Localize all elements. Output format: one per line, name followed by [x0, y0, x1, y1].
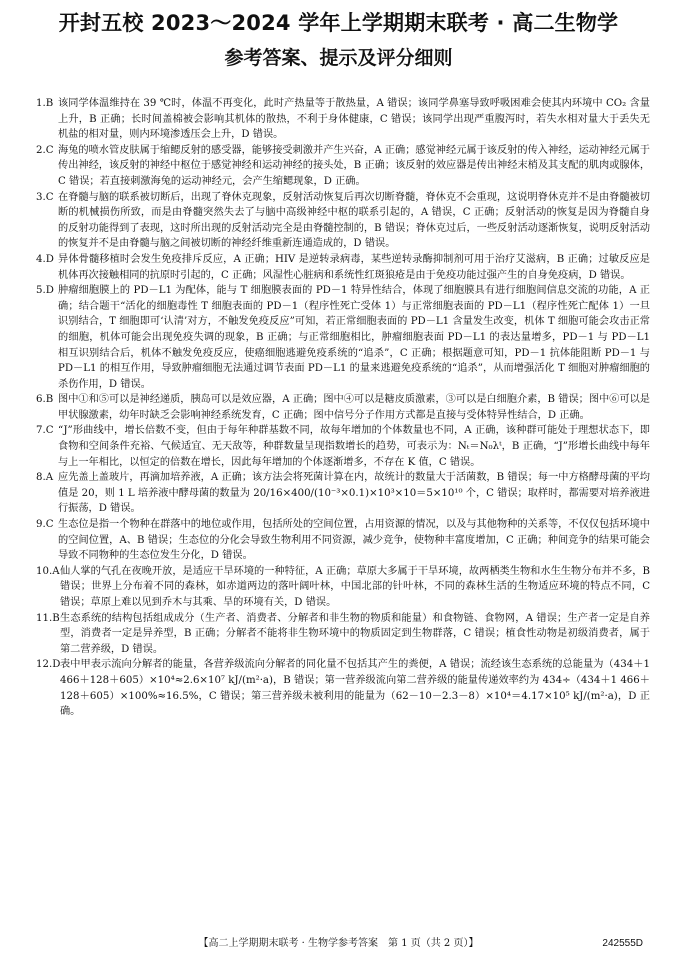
footer-exam-code: 242555D: [602, 938, 643, 949]
answer-explanation: “J”形曲线中，增长倍数不变，但由于每年种群基数不同，故每年增加的个体数量也不同，A 正确，该种群可能处于理想状态下，即食物和空间条件充裕、气候适宜、无天敌等，种群数量呈现指数增长的趋势，可表示为：Nₜ＝N₀λᵗ，B 正确，“J”形增长曲线中每年与上一年相比，以恒定的倍数在增长，因此每年增加的个体逐渐增多，不存在 K 值，C 错误。: [58, 425, 650, 468]
answer-item-8: [36, 470, 650, 517]
answer-number: 2.C: [36, 144, 54, 156]
answer-number: 9.C: [36, 519, 54, 531]
answer-item-10: [36, 564, 650, 611]
answer-item-1: [36, 96, 650, 143]
answer-item-2: [36, 143, 650, 190]
answer-number: 12.D: [36, 659, 61, 671]
answer-explanation: 该同学体温维持在 39 ℃时，体温不再变化，此时产热量等于散热量，A 错误；该同学鼻塞导致呼吸困难会使其内环境中 CO₂ 含量上升，B 正确；长时间盖棉被会影响其机体的散热，不利于身体健康，C 错误；该同学出现严重腹泻时，若失水相对量大于丢失无机盐的相对量，则内环境渗透压会上升，D 错误。: [58, 98, 650, 141]
answer-explanation: 仙人掌的气孔在夜晚开放，是适应干旱环境的一种特征，A 正确；草原大多属于干旱环境，故两栖类生物和水生生物分布并不多，B 错误；世界上分布着不同的森林，如赤道两边的落叶阔叶林，中国北部的针叶林，不同的森林生活的生物适应环境的特点不同，C 错误；草原上难以见到乔木与其乘、旱的环境有关，D 错误。: [60, 565, 650, 608]
answer-explanation: 肿瘤细胞膜上的 PD－L1 为配体，能与 T 细胞膜表面的 PD－1 特异性结合，体现了细胞膜具有进行细胞间信息交流的功能，A 正确；结合题干“活化的细胞毒性 T 细胞表面的 PD－1（程序性死亡受体 1）与正常细胞表面的 PD－L1（程序性死亡配体 1）一旦识别结合，T 细胞即可‘认清’对方，不触发免疫反应”可知，若正常细胞表面的 PD－L1 含量发生改变，机体 T 细胞可能会攻击正常的细胞，机体可能会出现免疫失调的现象，B 正确；与正常细胞相比，肿瘤细胞表面 PD－L1 的表达量增多，PD－1 与 PD－L1 相互识别结合后，机体不触发免疫反应，使癌细胞逃避免疫系统的“追杀”，C 正确；根据题意可知，PD－1 抗体能阻断 PD－1 与 PD－L1 的相互作用，导致肿瘤细胞无法通过调节表面 PD－L1 的量来逃避免疫系统的“追杀”，从而增强活化 T 细胞对肿瘤细胞的杀伤作用，D 错误。: [58, 285, 650, 390]
answer-item-12: [36, 657, 650, 719]
answer-item-7: [36, 423, 650, 470]
answer-number: 10.A: [36, 565, 60, 577]
answer-number: 4.D: [36, 253, 54, 265]
answer-item-6: [36, 392, 650, 423]
footer-page-label: 【高二上学期期末联考 · 生物学参考答案 第 1 页（共 2 页）】: [198, 938, 479, 949]
page-footer: [0, 935, 677, 953]
answer-item-4: [36, 252, 650, 283]
page-title: 开封五校 2023～2024 学年上学期期末联考 · 高二生物学: [58, 11, 619, 35]
answer-item-11: [36, 611, 650, 658]
answer-explanation: 异体骨髓移植时会发生免疫排斥反应，A 正确；HIV 是逆转录病毒，某些逆转录酶抑制剂可用于治疗艾滋病，B 正确；过敏反应是机体再次接触相同的抗原时引起的，C 正确；风湿性心脏病和系统性红斑狼疮是由于免疫功能过强产生的自身免疫病，D 错误。: [58, 253, 650, 281]
answer-number: 5.D: [36, 285, 54, 297]
answer-list: [36, 96, 650, 928]
answer-explanation: 应先盖上盖玻片，再滴加培养液，A 正确；该方法会将死菌计算在内，故统计的数量大于活菌数，B 错误；每一中方格酵母菌的平均值是 20，则 1 L 培养液中酵母菌的数量为 20/16×400/(10⁻³×0.1)×10³×10＝5×10¹⁰ 个，C 错误；取样时，都需要对培养液进行振荡，D 错误。: [58, 472, 650, 515]
answer-explanation: 在脊髓与脑的联系被切断后，出现了脊休克现象，反射活动恢复后再次切断脊髓，脊休克不会重现，这说明脊休克并不是由脊髓被切断的机械损伤所致，而是由脊髓突然失去了与脑中高级神经中枢的联系引起的，A 错误，C 正确；反射活动的恢复是因为脊髓自身的反射功能得到了表现，这时所出现的反射活动完全是由脊髓控制的，B 错误；脊休克过后，一些反射活动逐渐恢复，说明反射活动的恢复并不是由脊髓与脑之间被切断的神经纤维重新连通造成的，D 错误。: [58, 191, 650, 250]
answer-number: 8.A: [36, 472, 54, 484]
answer-number: 3.C: [36, 191, 54, 203]
answer-explanation: 生态系统的结构包括组成成分（生产者、消费者、分解者和非生物的物质和能量）和食物链、食物网，A 错误；生产者一定是自养型，消费者一定是异养型，B 正确；分解者不能将非生物环境中的物质固定到生物群落，C 错误；植食性动物是初级消费者，属于第二营养级，D 错误。: [60, 612, 650, 655]
page-subtitle: 参考答案、提示及评分细则: [224, 47, 453, 69]
answer-item-9: [36, 517, 650, 564]
answer-number: 6.B: [36, 394, 54, 406]
answer-explanation: 海兔的喷水管皮肤属于缩鳃反射的感受器，能够接受刺激并产生兴奋，A 正确；感觉神经元属于该反射的传入神经，运动神经元属于传出神经，该反射的神经中枢位于感觉神经和运动神经的接头处，B 正确；该反射的效应器是传出神经末梢及其支配的肌肉或腺体，C 错误；若直接刺激海兔的运动神经元，会产生缩鳃现象，D 正确。: [58, 144, 650, 187]
answer-number: 11.B: [36, 612, 60, 624]
answer-explanation: 生态位是指一个物种在群落中的地位或作用，包括所处的空间位置，占用资源的情况，以及与其他物种的关系等，不仅仅包括环境中的空间位置，A、B 错误；生态位的分化会导致生物利用不同资源，减少竞争，使物种丰富度增加，C 正确；种间竞争的结果可能会导致不同物种的生态位发生分化，D 错误。: [58, 519, 650, 562]
answer-explanation: 表中甲表示流向分解者的能量，各营养级流向分解者的同化量不包括其产生的粪便，A 错误；流经该生态系统的总能量为（434＋1 466＋128＋605）×10⁴≈2.6×10⁷ kJ/(m²·a)，B 错误；第一营养级流向第二营养级的能量传递效率约为 434÷（434＋1 466＋128＋605）×100%≈16.5%，C 错误；第三营养级未被利用的能量为（62－10－2.3－8）×10⁴＝4.17×10⁵ kJ/(m²·a)，D 正确。: [60, 659, 650, 718]
answer-item-3: [36, 190, 650, 252]
answer-number: 1.B: [36, 98, 54, 109]
answer-item-5: [36, 283, 650, 392]
answer-explanation: 图中①和⑤可以是神经递质，胰岛可以是效应器，A 正确；图中④可以是糖皮质激素，③可以是白细胞介素，B 错误；图中⑥可以是甲状腺激素，幼年时缺乏会影响神经系统发育，C 正确；图中信号分子作用方式都是直接与受体特异性结合，D 正确。: [58, 394, 650, 421]
answer-number: 7.C: [36, 425, 54, 437]
